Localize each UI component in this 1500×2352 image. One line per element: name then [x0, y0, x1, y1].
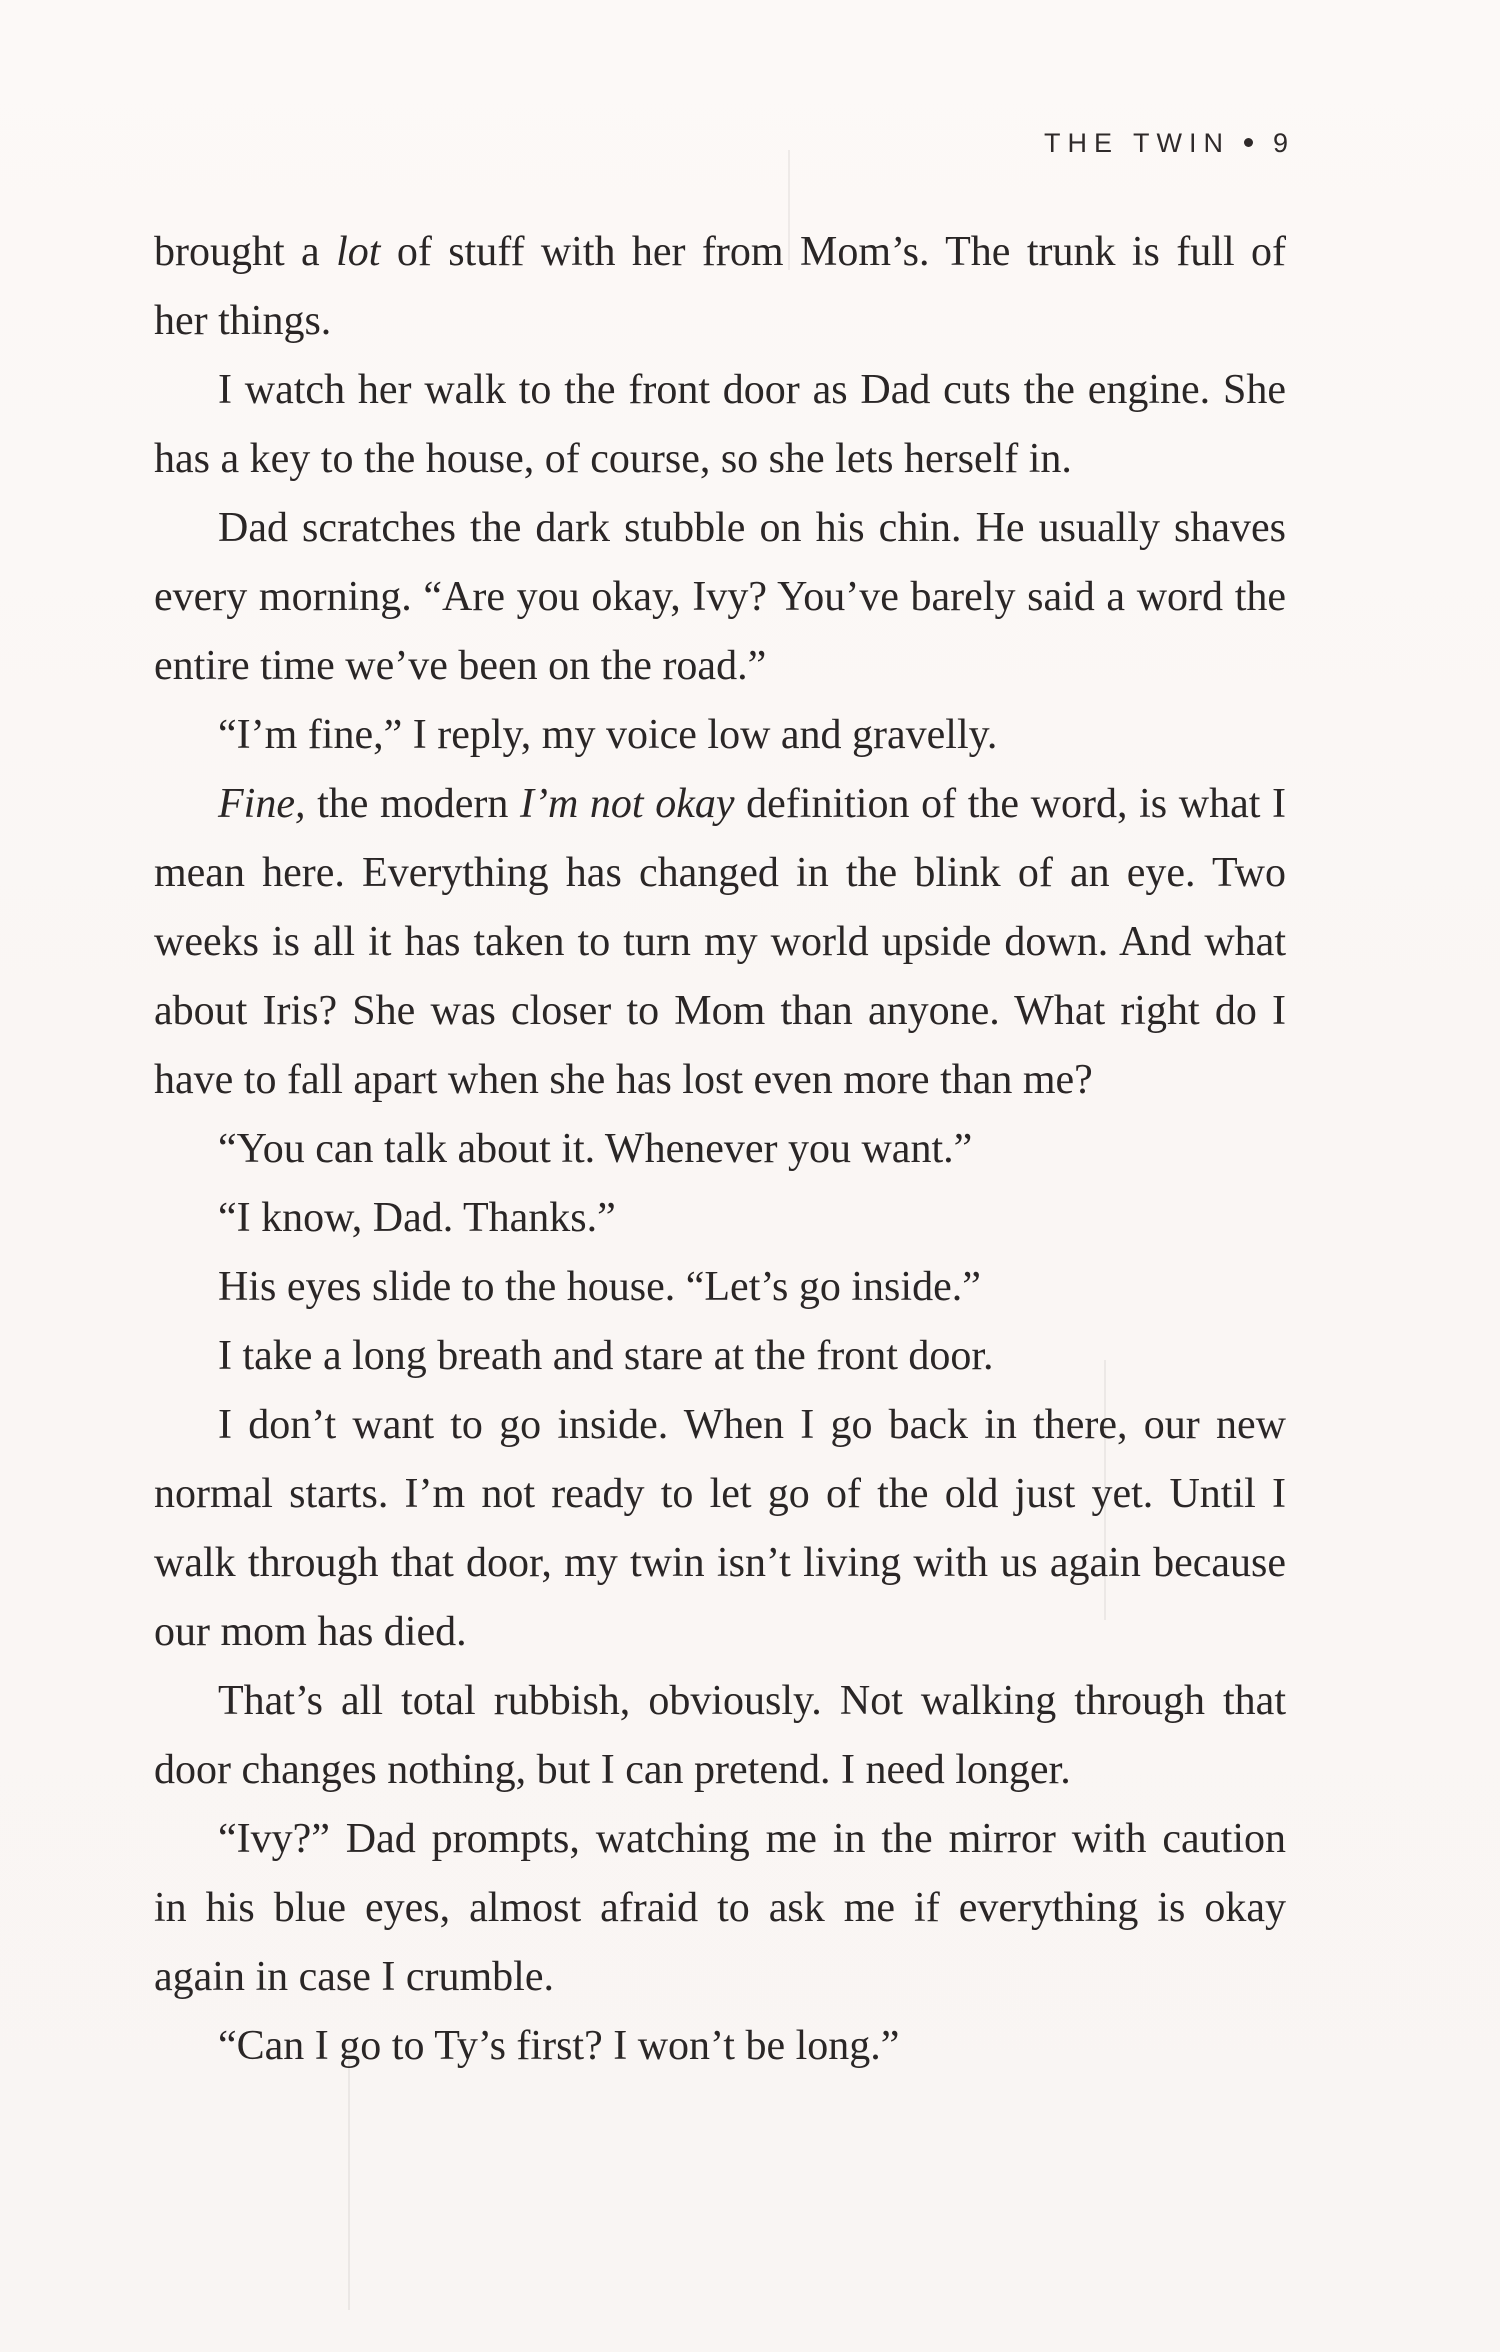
- text-line: her things.: [154, 298, 332, 344]
- separator-dot-icon: [1244, 138, 1253, 147]
- text-line: I take a long breath and stare at the front door.: [218, 1333, 994, 1379]
- text-line: in his blue eyes, almost afraid to ask me if everything is okay: [154, 1885, 1286, 1931]
- text-line: “You can talk about it. Whenever you want.”: [218, 1126, 973, 1172]
- italic-emphasis: I’m not okay: [519, 781, 735, 827]
- paper-crease: [348, 2050, 350, 2310]
- text-line: “I know, Dad. Thanks.”: [218, 1195, 616, 1241]
- book-title: THE TWIN: [1043, 128, 1230, 158]
- text-line: entire time we’ve been on the road.”: [154, 643, 767, 689]
- text-line: “I’m fine,” I reply, my voice low and gravelly.: [218, 712, 998, 758]
- text-line: about Iris? She was closer to Mom than anyone. What right do I: [154, 988, 1286, 1034]
- text-line: have to fall apart when she has lost even more than me?: [154, 1057, 1093, 1103]
- text-line: His eyes slide to the house. “Let’s go inside.”: [218, 1264, 981, 1310]
- italic-emphasis: lot: [336, 229, 381, 275]
- text-line: walk through that door, my twin isn’t living with us again because: [154, 1540, 1286, 1586]
- text-line: has a key to the house, of course, so she lets herself in.: [154, 436, 1072, 482]
- text-line: door changes nothing, but I can pretend. I need longer.: [154, 1747, 1071, 1793]
- text-line: every morning. “Are you okay, Ivy? You’ve barely said a word the: [154, 574, 1286, 620]
- text-line: weeks is all it has taken to turn my world upside down. And what: [154, 919, 1286, 965]
- text-line: “Ivy?” Dad prompts, watching me in the mirror with caution: [218, 1816, 1286, 1862]
- text-line: again in case I crumble.: [154, 1954, 554, 2000]
- text-line: Fine, the modern I’m not okay definition of the word, is what I: [218, 781, 1287, 827]
- text-line: I don’t want to go inside. When I go back in there, our new: [218, 1402, 1286, 1448]
- text-line: brought a lot of stuff with her from Mom’s. The trunk is full of: [154, 229, 1286, 275]
- text-line: normal starts. I’m not ready to let go of the old just yet. Until I: [154, 1471, 1286, 1517]
- text-line: mean here. Everything has changed in the blink of an eye. Two: [154, 850, 1286, 896]
- text-line: That’s all total rubbish, obviously. Not walking through that: [218, 1678, 1286, 1724]
- text-line: our mom has died.: [154, 1609, 467, 1655]
- page-number: 9: [1272, 128, 1288, 158]
- body-text: [154, 218, 1286, 2081]
- text-line: I watch her walk to the front door as Dad cuts the engine. She: [218, 367, 1286, 413]
- italic-emphasis: Fine,: [218, 781, 306, 827]
- text-line: Dad scratches the dark stubble on his chin. He usually shaves: [218, 505, 1286, 551]
- running-header: [1044, 128, 1288, 159]
- text-line: “Can I go to Ty’s first? I won’t be long.”: [218, 2023, 900, 2069]
